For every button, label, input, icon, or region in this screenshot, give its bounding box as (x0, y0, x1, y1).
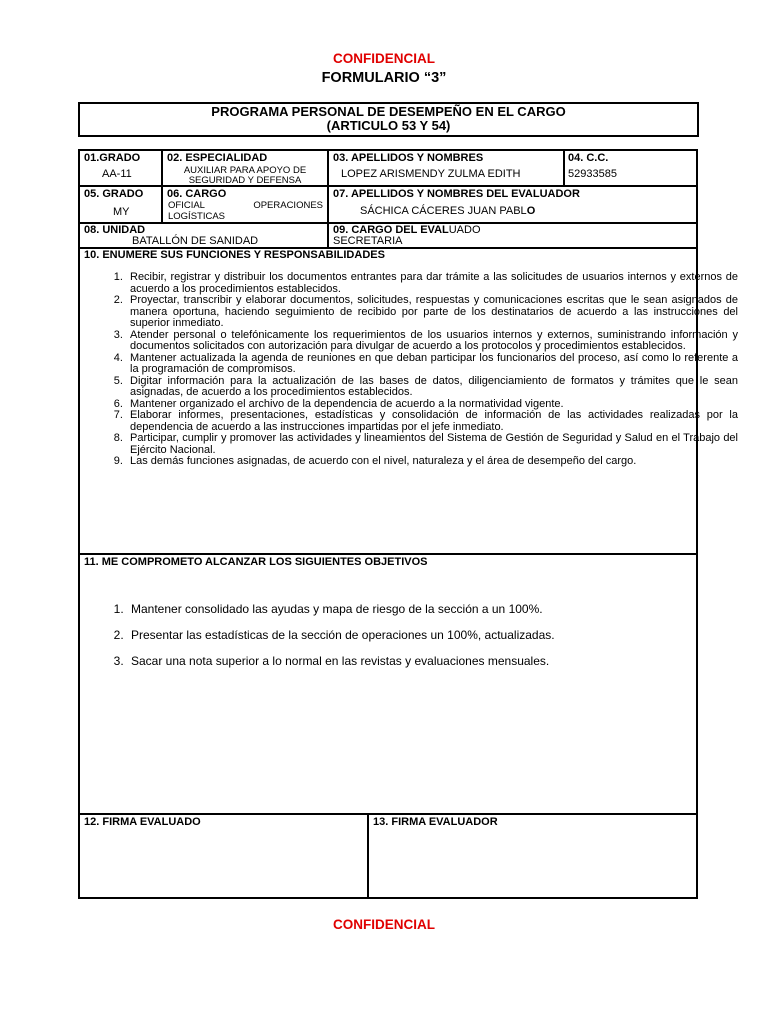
cargo-evaluado-label-bold: 09. CARGO DEL EVAL (333, 224, 449, 236)
function-item: 1. Recibir, registrar y distribuir los documentos entrantes para dar trámite a las solicitudes de usuarios internos y externos de acuerdo a los procedimientos establecidos. (126, 272, 738, 295)
cargo-cell (162, 186, 328, 223)
especialidad-value-line2: SEGURIDAD Y DEFENSA (188, 175, 302, 186)
cc-label: 04. C.C. (568, 152, 609, 164)
function-item: 4. Mantener actualizada la agenda de reuniones en que deban participar los funcionarios del proceso, así como lo referente a la programación de compromisos. (126, 353, 738, 376)
functions-title: 10. ENUMERE SUS FUNCIONES Y RESPONSABILIDADES (84, 249, 385, 261)
cargo-label: 06. CARGO (167, 188, 227, 200)
apellidos-cell (328, 150, 564, 186)
cc-value: 52933585 (568, 168, 617, 180)
cargo-evaluado-value: SECRETARIA (333, 235, 403, 247)
confidential-header: CONFIDENCIAL (333, 51, 435, 66)
signature-evaluado-label: 12. FIRMA EVALUADO (84, 816, 201, 828)
objective-item: 3. Sacar una nota superior a lo normal en las revistas y evaluaciones mensuales. (127, 654, 739, 668)
cargo-evaluado-cell (328, 223, 697, 248)
evaluador-value-main: SÁCHICA CÁCERES JUAN PABL (360, 205, 527, 217)
grado-evaluador-cell (79, 186, 162, 223)
functions-list (80, 272, 738, 468)
unidad-value: BATALLÓN DE SANIDAD (132, 235, 259, 247)
objective-item: 2. Presentar las estadísticas de la sección de operaciones un 100%, actualizadas. (127, 628, 739, 642)
function-item: 8. Participar, cumplir y promover las actividades y lineamientos del Sistema de Gestión de Seguridad y Salud en el Trabajo del Ejército Nacional. (126, 433, 738, 456)
cargo-value-word1: OFICIAL (168, 200, 205, 211)
apellidos-value: LOPEZ ARISMENDY ZULMA EDITH (341, 168, 521, 180)
function-item: 3. Atender personal o telefónicamente los requerimientos de los usuarios internos y externos, suministrando información y documentos solicitados con autorización para divulgar de acuerdo a los protocolos y procedimientos establecidos. (126, 330, 738, 353)
apellidos-label: 03. APELLIDOS Y NOMBRES (333, 152, 484, 164)
program-title: PROGRAMA PERSONAL DE DESEMPEÑO EN EL CARGO (211, 104, 566, 119)
especialidad-value-line1: AUXILIAR PARA APOYO DE (183, 165, 307, 176)
signature-evaluado-box (79, 814, 368, 898)
unidad-cell (79, 223, 328, 248)
function-item: 9. Las demás funciones asignadas, de acuerdo con el nivel, naturaleza y el área de desempeño del cargo. (126, 456, 738, 468)
evaluador-label: 07. APELLIDOS Y NOMBRES DEL EVALUADOR (333, 188, 580, 200)
unidad-label: 08. UNIDAD (84, 224, 146, 236)
objectives-section (79, 554, 697, 814)
function-item: 6. Mantener organizado el archivo de la dependencia de acuerdo a la normatividad vigente. (126, 399, 738, 411)
objective-item: 1. Mantener consolidado las ayudas y mapa de riesgo de la sección a un 100%. (127, 602, 739, 616)
evaluador-value-final: O (526, 205, 536, 217)
cargo-value-word2: OPERACIONES (253, 200, 323, 211)
confidential-footer: CONFIDENCIAL (333, 917, 435, 932)
objectives-list (80, 602, 739, 680)
functions-section (79, 248, 738, 554)
program-title-box (78, 102, 699, 137)
grado-evaluador-value: MY (113, 206, 130, 218)
signature-evaluador-box (368, 814, 697, 898)
especialidad-cell (162, 150, 328, 186)
function-item: 7. Elaborar informes, presentaciones, estadísticas y consolidación de información de las actividades realizadas por la dependencia de acuerdo a las instrucciones impartidas por el jefe inmediato. (126, 410, 738, 433)
form-title: FORMULARIO “3” (321, 70, 447, 86)
grado-label: 01.GRADO (84, 152, 141, 164)
cargo-evaluado-label-normal: UADO (448, 224, 481, 236)
grado-cell (79, 150, 162, 186)
evaluador-cell (328, 186, 697, 223)
signature-evaluador-label: 13. FIRMA EVALUADOR (373, 816, 498, 828)
objectives-title: 11. ME COMPROMETO ALCANZAR LOS SIGUIENTES OBJETIVOS (84, 556, 428, 568)
grado-value: AA-11 (102, 168, 132, 180)
function-item: 5. Digitar información para la actualización de las bases de datos, diligenciamiento de formatos y trámites que le sean asignadas, de acuerdo a los procedimientos establecidos. (126, 376, 738, 399)
cc-cell (564, 150, 697, 186)
cargo-value-line2: LOGÍSTICAS (168, 211, 226, 222)
evaluador-value (360, 205, 535, 217)
grado-evaluador-label: 05. GRADO (84, 188, 144, 200)
program-subtitle: (ARTICULO 53 Y 54) (326, 118, 451, 133)
function-item: 2. Proyectar, transcribir y elaborar documentos, solicitudes, respuestas y comunicaciones escritas que le sean asignados de manera oportuna, haciendo seguimiento de recibido por parte de los destinatarios de acuerdo a las instrucciones del superior inmediato. (126, 295, 738, 330)
especialidad-label: 02. ESPECIALIDAD (167, 152, 268, 164)
